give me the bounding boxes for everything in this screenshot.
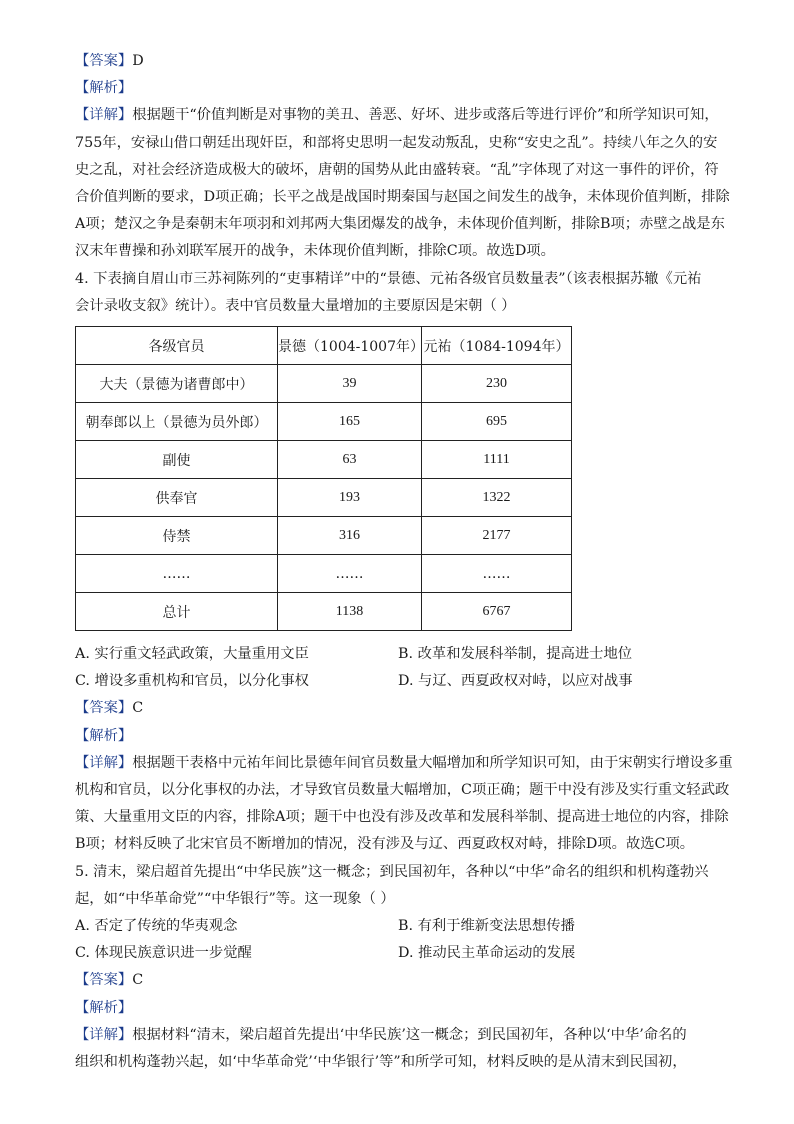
table-header-row (76, 327, 572, 365)
table-cell: 总计 (76, 593, 278, 631)
table-cell: 6767 (422, 593, 572, 631)
table-cell: 副使 (76, 441, 278, 479)
q5-stem-line: 5. 清末，梁启超首先提出“中华民族”这一概念；到民国初年，各种以“中华”命名的组织和机构蓬勃兴 (75, 863, 709, 880)
q5-stem-line: 起，如“中华革命党”“中华银行”等。这一现象（ ） (75, 890, 395, 907)
q4-option-d: D. 与辽、西夏政权对峙，以应对战事 (398, 673, 633, 690)
table-cell: 230 (422, 365, 572, 403)
q4-options-row (75, 668, 725, 695)
q4-analysis-tag: 【解析】 (75, 727, 133, 744)
q5-analysis-tag: 【解析】 (75, 999, 133, 1016)
table-cell: 1322 (422, 479, 572, 517)
document-page (75, 48, 733, 1076)
q3-detail-line: 史之乱，对社会经济造成极大的破坏，唐朝的国势从此由盛转衰。“乱”字体现了对这一事件的评价，符 (75, 161, 719, 178)
table-row (76, 555, 572, 593)
table-cell: 2177 (422, 517, 572, 555)
answer-tag: 【答案】 (75, 53, 133, 69)
table-cell: 63 (278, 441, 422, 479)
table-cell: 316 (278, 517, 422, 555)
table-cell: 供奉官 (76, 479, 278, 517)
q3-answer-line (75, 48, 725, 75)
q4-stem-line: 会计录收支叙》统计）。表中官员数量大量增加的主要原因是宋朝（ ） (75, 297, 516, 314)
table-cell: …… (278, 555, 422, 593)
answer-tag: 【答案】 (75, 700, 133, 717)
table-cell: …… (422, 555, 572, 593)
q3-detail-line: A项；楚汉之争是秦朝末年项羽和刘邦两大集团爆发的战争，未体现价值判断，排除B项；赤壁之战是东 (75, 216, 725, 233)
table-row (76, 517, 572, 555)
table-cell: 193 (278, 479, 422, 517)
q4-detail-line: 机构和官员，以分化事权的办法，才导致官员数量大幅增加，C项正确；题干中没有涉及实行重文轻武政 (75, 782, 730, 799)
table-row (76, 479, 572, 517)
q5-option-d: D. 推动民主革命运动的发展 (398, 945, 576, 962)
q4-answer-line (75, 695, 725, 722)
table-row (76, 365, 572, 403)
table-cell: 1138 (278, 593, 422, 631)
table-header: 各级官员 (76, 327, 278, 365)
answer-tag: 【答案】 (75, 972, 133, 989)
q5-options-row (75, 913, 725, 940)
table-header: 元祐（1084-1094年） (422, 327, 572, 365)
q3-detail-line: 755年，安禄山借口朝廷出现奸臣，和部将史思明一起发动叛乱，史称“安史之乱”。持续八年之久的安 (75, 134, 718, 151)
q5-option-b: B. 有利于维新变法思想传播 (398, 918, 575, 935)
q5-detail-line: 【详解】根据材料“清末，梁启超首先提出‘中华民族’这一概念；到民国初年，各种以‘中华’命名的 (75, 1026, 687, 1043)
q4-detail-line: B项；材料反映了北宋官员不断增加的情况，没有涉及与辽、西夏政权对峙，排除D项。故选C项。 (75, 836, 695, 853)
q5-detail-line: 组织和机构蓬勃兴起，如‘中华革命党’‘中华银行’等”和所学可知，材料反映的是从清末到民国初， (75, 1054, 687, 1071)
q5-answer-line (75, 967, 725, 994)
q3-analysis-tag: 【解析】 (75, 80, 133, 97)
table-cell: 165 (278, 403, 422, 441)
table-cell: 大夫（景德为诸曹郎中） (76, 365, 278, 403)
q4-option-b: B. 改革和发展科举制，提高进士地位 (398, 646, 633, 663)
q3-detail-line: 【详解】根据题干“价值判断是对事物的美丑、善恶、好坏、进步或落后等进行评价”和所学知识可知， (75, 107, 719, 124)
q4-answer: C (132, 700, 144, 717)
officials-table (75, 326, 572, 631)
table-header: 景德（1004-1007年） (278, 327, 422, 365)
table-row (76, 441, 572, 479)
table-cell: 39 (278, 365, 422, 403)
q4-stem-line: 4. 下表摘自眉山市三苏祠陈列的“吏事精详”中的“景德、元祐各级官员数量表”（该表根据苏辙《元祐 (75, 270, 702, 287)
detail-tag: 【详解】 (75, 107, 133, 124)
table-cell: 695 (422, 403, 572, 441)
q5-option-a: A. 否定了传统的华夷观念 (75, 918, 238, 935)
q5-options-row (75, 940, 725, 967)
q3-detail-line: 汉末年曹操和孙刘联军展开的战争，未体现价值判断，排除C项。故选D项。 (75, 243, 555, 260)
table-cell: 1111 (422, 441, 572, 479)
q3-detail-line: 合价值判断的要求，D项正确；长平之战是战国时期秦国与赵国之间发生的战争，未体现价值判断，排除 (75, 189, 730, 206)
q4-detail-line: 策、大量重用文臣的内容，排除A项；题干中也没有涉及改革和发展科举制、提高进士地位的内容，排除 (75, 809, 729, 826)
table-cell: 朝奉郎以上（景德为员外郎） (76, 403, 278, 441)
detail-tag: 【详解】 (75, 1026, 133, 1043)
q4-option-c: C. 增设多重机构和官员，以分化事权 (75, 673, 309, 690)
table-cell: 侍禁 (76, 517, 278, 555)
q3-answer: D (132, 53, 144, 69)
q4-detail-line: 【详解】根据题干表格中元祐年间比景德年间官员数量大幅增加和所学知识可知，由于宋朝实行增设多重 (75, 754, 733, 771)
q4-options-row (75, 641, 725, 668)
table-row (76, 403, 572, 441)
q5-option-c: C. 体现民族意识进一步觉醒 (75, 945, 252, 962)
detail-tag: 【详解】 (75, 754, 133, 771)
table-row (76, 593, 572, 631)
table-cell: …… (76, 555, 278, 593)
q5-answer: C (132, 972, 144, 989)
q4-option-a: A. 实行重文轻武政策，大量重用文臣 (75, 646, 309, 663)
